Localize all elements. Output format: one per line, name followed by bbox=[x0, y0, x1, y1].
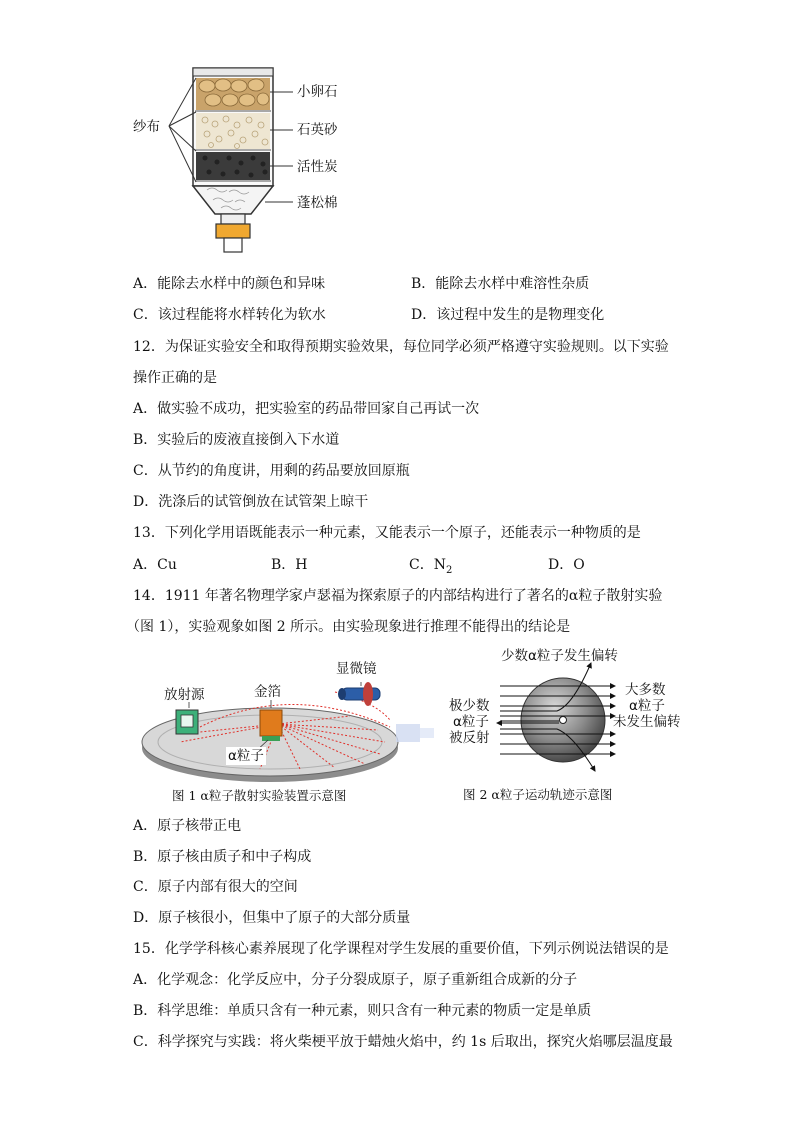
q13-option-b: B．H bbox=[271, 557, 308, 573]
q14-stem: 14．1911 年著名物理学家卢瑟福为探索原子的内部结构进行了著名的α粒子散射实验 bbox=[133, 588, 663, 604]
q12-stem-cont: 操作正确的是 bbox=[133, 370, 217, 386]
q13-stem: 13．下列化学用语既能表示一种元素，又能表示一个原子，还能表示一种物质的是 bbox=[133, 525, 641, 541]
gold-foil-label: 金箔 bbox=[254, 684, 281, 700]
q11-option-c: C．该过程能将水样转化为软水 bbox=[133, 307, 326, 323]
undeflected-label-line2: α粒子 bbox=[629, 698, 665, 714]
q14-option-d: D．原子核很小，但集中了原子的大部分质量 bbox=[133, 910, 411, 926]
reflected-label-line1: 极少数 bbox=[449, 698, 490, 714]
q11-option-b: B．能除去水样中难溶性杂质 bbox=[411, 276, 590, 292]
q14-stem-cont: （图 1），实验观象如图 2 所示。由实验现象进行推理不能得出的结论是 bbox=[126, 619, 571, 635]
q15-option-a: A．化学观念：化学反应中，分子分裂成原子，原子重新组合成新的分子 bbox=[133, 972, 578, 988]
q13-option-a: A．Cu bbox=[133, 557, 177, 573]
radiation-source-label: 放射源 bbox=[164, 687, 205, 703]
reflected-label-line3: 被反射 bbox=[449, 730, 490, 746]
q15-option-b: B．科学思维：单质只含有一种元素，则只含有一种元素的物质一定是单质 bbox=[133, 1003, 592, 1019]
q12-option-a: A．做实验不成功，把实验室的药品带回家自己再试一次 bbox=[133, 401, 480, 417]
q13-option-c bbox=[409, 555, 452, 581]
activated-carbon-label: 活性炭 bbox=[297, 159, 338, 175]
alpha-trajectory-figure bbox=[445, 645, 695, 805]
microscope-label: 显微镜 bbox=[336, 661, 377, 677]
q13-option-c-text: C．N bbox=[409, 557, 446, 573]
apparatus-drawing bbox=[140, 652, 450, 802]
q12-option-c: C．从节约的角度讲，用剩的药品要放回原瓶 bbox=[133, 463, 410, 479]
q15-option-c: C．科学探究与实践：将火柴梗平放于蜡烛火焰中，约 1s 后取出，探究火焰哪层温度最 bbox=[133, 1034, 673, 1050]
q13-option-c-subscript: 2 bbox=[445, 564, 453, 576]
reflected-label-line2: α粒子 bbox=[453, 714, 489, 730]
q11-option-a: A．能除去水样中的颜色和异味 bbox=[133, 276, 326, 292]
q14-option-b: B．原子核由质子和中子构成 bbox=[133, 849, 312, 865]
alpha-particle-label: α粒子 bbox=[228, 748, 264, 764]
q15-stem: 15．化学学科核心素养展现了化学课程对学生发展的重要价值，下列示例说法错误的是 bbox=[133, 941, 669, 957]
figure-2-caption: 图 2 α粒子运动轨迹示意图 bbox=[463, 787, 613, 802]
q14-option-a: A．原子核带正电 bbox=[133, 818, 242, 834]
q13-option-d: D．O bbox=[548, 557, 585, 573]
undeflected-label-line3: 未发生偏转 bbox=[613, 714, 681, 730]
alpha-scattering-apparatus-figure bbox=[140, 652, 450, 802]
undeflected-label-line1: 大多数 bbox=[625, 682, 666, 698]
few-deflected-label: 少数α粒子发生偏转 bbox=[501, 648, 618, 664]
q11-option-d: D．该过程中发生的是物理变化 bbox=[411, 307, 605, 323]
q12-stem: 12．为保证实验安全和取得预期实验效果，每位同学必须严格遵守实验规则。以下实验 bbox=[133, 339, 669, 355]
q14-option-c: C．原子内部有很大的空间 bbox=[133, 879, 298, 895]
figure-1-caption: 图 1 α粒子散射实验装置示意图 bbox=[172, 788, 347, 803]
gauze-label: 纱布 bbox=[133, 119, 160, 135]
q12-option-d: D．洗涤后的试管倒放在试管架上晾干 bbox=[133, 494, 369, 510]
pebble-label: 小卵石 bbox=[297, 84, 338, 100]
q12-option-b: B．实验后的废液直接倒入下水道 bbox=[133, 432, 340, 448]
cotton-label: 蓬松棉 bbox=[297, 195, 338, 211]
quartz-sand-label: 石英砂 bbox=[297, 122, 338, 138]
water-filter-figure bbox=[125, 62, 365, 262]
